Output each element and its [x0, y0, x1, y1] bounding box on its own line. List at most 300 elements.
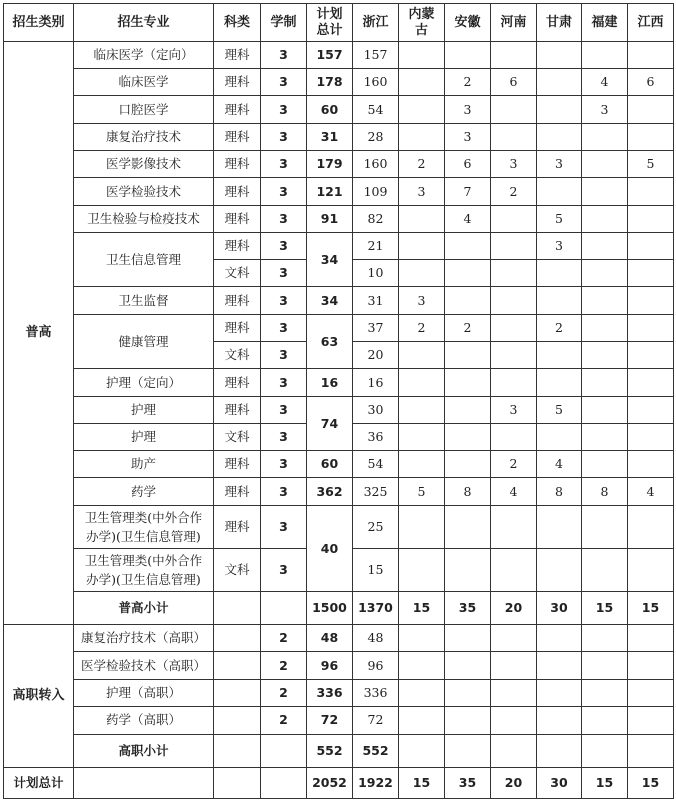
province-cell-jx [628, 369, 674, 397]
years-cell-gaozhi: 2 [261, 652, 307, 679]
subject-cell: 理科 [214, 369, 261, 397]
province-cell-nm [399, 206, 445, 233]
grand-total-hn: 20 [491, 767, 537, 798]
province-cell-empty [582, 707, 628, 734]
province-cell-empty [537, 679, 582, 706]
province-cell-jx [628, 260, 674, 287]
plan-total-cell: 60 [307, 451, 353, 478]
province-cell-ah: 6 [445, 151, 491, 178]
province-cell-empty [537, 707, 582, 734]
zhejiang-cell: 30 [353, 397, 399, 424]
province-cell-jx [628, 315, 674, 342]
zhejiang-cell: 325 [353, 478, 399, 506]
enrollment-plan-table-wrapper [3, 3, 674, 799]
zhejiang-cell: 54 [353, 451, 399, 478]
province-cell-nm: 2 [399, 315, 445, 342]
province-cell-gs [537, 124, 582, 151]
grand-total-major-empty [74, 767, 214, 798]
table-row-gaozhi [4, 625, 674, 652]
major-cell: 卫生检验与检疫技术 [74, 206, 214, 233]
province-cell-jx [628, 451, 674, 478]
plan-total-cell: 91 [307, 206, 353, 233]
province-cell-hn: 4 [491, 478, 537, 506]
province-cell-jx: 5 [628, 151, 674, 178]
major-line: 卫生管理类(中外合作 [84, 553, 203, 568]
subtotal-nm-putong: 15 [399, 592, 445, 625]
province-cell-gs [537, 424, 582, 451]
plan-total-cell: 179 [307, 151, 353, 178]
grand-total-total: 2052 [307, 767, 353, 798]
subtotal-hn-putong: 20 [491, 592, 537, 625]
zhejiang-cell: 157 [353, 42, 399, 69]
province-cell-fj [582, 369, 628, 397]
province-cell-fj: 4 [582, 69, 628, 96]
province-cell-hn: 3 [491, 397, 537, 424]
plan-total-cell: 121 [307, 178, 353, 206]
province-cell-hn [491, 549, 537, 592]
subtotal-fj-putong: 15 [582, 592, 628, 625]
years-cell: 3 [261, 260, 307, 287]
col-header-gansu: 甘肃 [537, 4, 582, 42]
plan-total-cell: 31 [307, 124, 353, 151]
province-cell-hn [491, 369, 537, 397]
province-cell-nm: 3 [399, 178, 445, 206]
years-cell: 3 [261, 397, 307, 424]
province-cell-fj: 8 [582, 478, 628, 506]
province-cell-nm [399, 397, 445, 424]
years-cell: 3 [261, 233, 307, 260]
province-cell-jx [628, 342, 674, 369]
subject-cell: 文科 [214, 260, 261, 287]
major-cell-gaozhi: 医学检验技术（高职） [74, 652, 214, 679]
province-cell-jx [628, 178, 674, 206]
years-cell: 3 [261, 451, 307, 478]
years-cell: 3 [261, 287, 307, 315]
col-header-neimenggu [399, 4, 445, 42]
province-cell-jx: 4 [628, 478, 674, 506]
province-cell-gs [537, 506, 582, 549]
province-cell-gs [537, 549, 582, 592]
zhejiang-cell: 28 [353, 124, 399, 151]
province-cell-jx [628, 549, 674, 592]
col-header-category: 招生类别 [4, 4, 74, 42]
province-cell-empty [445, 625, 491, 652]
province-cell-fj [582, 342, 628, 369]
major-cell-gaozhi: 护理（高职） [74, 679, 214, 706]
province-cell-fj [582, 315, 628, 342]
province-cell-fj [582, 124, 628, 151]
enrollment-plan-table [3, 3, 674, 799]
plan-total-cell-gaozhi: 336 [307, 679, 353, 706]
province-cell-gs: 2 [537, 315, 582, 342]
province-cell-empty [582, 625, 628, 652]
province-cell-gs: 5 [537, 397, 582, 424]
zhejiang-cell: 10 [353, 260, 399, 287]
province-cell-fj [582, 151, 628, 178]
col-header-jiangxi: 江西 [628, 4, 674, 42]
province-cell-nm [399, 96, 445, 124]
subject-cell: 文科 [214, 549, 261, 592]
subtotal-years-empty [261, 592, 307, 625]
province-cell-gs [537, 342, 582, 369]
years-cell: 3 [261, 369, 307, 397]
subtotal-subject-empty [214, 592, 261, 625]
province-cell-empty [491, 707, 537, 734]
grand-total-label: 计划总计 [4, 767, 74, 798]
zhejiang-cell: 20 [353, 342, 399, 369]
subtotal-subject-empty [214, 734, 261, 767]
col-header-neimenggu-line2: 古 [414, 22, 428, 38]
major-cell [74, 506, 214, 549]
province-cell-jx: 6 [628, 69, 674, 96]
province-cell-nm [399, 342, 445, 369]
zhejiang-cell-gaozhi: 96 [353, 652, 399, 679]
major-cell: 卫生监督 [74, 287, 214, 315]
province-cell-empty [537, 734, 582, 767]
grand-total-row [4, 767, 674, 798]
table-row [4, 42, 674, 69]
province-cell-fj [582, 397, 628, 424]
zhejiang-cell: 54 [353, 96, 399, 124]
years-cell: 3 [261, 69, 307, 96]
province-cell-empty [628, 625, 674, 652]
province-cell-gs [537, 178, 582, 206]
province-cell-gs [537, 369, 582, 397]
province-cell-jx [628, 124, 674, 151]
major-cell: 口腔医学 [74, 96, 214, 124]
years-cell: 3 [261, 315, 307, 342]
subject-cell: 理科 [214, 42, 261, 69]
major-cell: 临床医学 [74, 69, 214, 96]
province-cell-jx [628, 233, 674, 260]
col-header-zhejiang: 浙江 [353, 4, 399, 42]
major-cell: 助产 [74, 451, 214, 478]
province-cell-empty [491, 652, 537, 679]
subject-cell: 理科 [214, 506, 261, 549]
province-cell-fj [582, 233, 628, 260]
subject-cell-empty [214, 707, 261, 734]
major-cell: 健康管理 [74, 315, 214, 369]
province-cell-gs: 3 [537, 233, 582, 260]
years-cell: 3 [261, 124, 307, 151]
years-cell-gaozhi: 2 [261, 679, 307, 706]
province-cell-empty [399, 679, 445, 706]
grand-total-fj: 15 [582, 767, 628, 798]
major-cell [74, 549, 214, 592]
col-header-neimenggu-line1: 内蒙 [408, 6, 435, 22]
years-cell-gaozhi: 2 [261, 707, 307, 734]
category-gaozhi: 高职转入 [4, 625, 74, 768]
province-cell-empty [628, 734, 674, 767]
province-cell-ah [445, 506, 491, 549]
province-cell-hn [491, 42, 537, 69]
table-row [4, 287, 674, 315]
table-row [4, 397, 674, 424]
subtotal-label-gaozhi: 高职小计 [74, 734, 214, 767]
province-cell-nm [399, 424, 445, 451]
province-cell-fj: 3 [582, 96, 628, 124]
province-cell-ah [445, 451, 491, 478]
subtotal-zhejiang-gaozhi: 552 [353, 734, 399, 767]
table-row [4, 233, 674, 260]
province-cell-nm: 2 [399, 151, 445, 178]
major-cell: 药学 [74, 478, 214, 506]
grand-total-nm: 15 [399, 767, 445, 798]
province-cell-nm: 5 [399, 478, 445, 506]
years-cell: 3 [261, 42, 307, 69]
province-cell-empty [628, 652, 674, 679]
province-cell-hn [491, 96, 537, 124]
major-cell: 医学影像技术 [74, 151, 214, 178]
years-cell: 3 [261, 506, 307, 549]
province-cell-gs: 3 [537, 151, 582, 178]
table-row [4, 96, 674, 124]
subject-cell: 理科 [214, 206, 261, 233]
grand-total-subject-empty [214, 767, 261, 798]
subject-cell: 文科 [214, 342, 261, 369]
plan-total-cell: 362 [307, 478, 353, 506]
subject-cell-empty [214, 652, 261, 679]
major-line: 卫生管理类(中外合作 [84, 510, 203, 525]
major-cell-gaozhi: 药学（高职） [74, 707, 214, 734]
plan-total-cell: 63 [307, 315, 353, 369]
plan-total-cell-gaozhi: 96 [307, 652, 353, 679]
province-cell-empty [445, 652, 491, 679]
zhejiang-cell: 37 [353, 315, 399, 342]
province-cell-hn [491, 260, 537, 287]
table-row [4, 369, 674, 397]
subject-cell: 理科 [214, 151, 261, 178]
years-cell-gaozhi: 2 [261, 625, 307, 652]
years-cell: 3 [261, 478, 307, 506]
zhejiang-cell: 160 [353, 151, 399, 178]
plan-total-cell: 178 [307, 69, 353, 96]
subtotal-years-empty [261, 734, 307, 767]
zhejiang-cell: 16 [353, 369, 399, 397]
province-cell-empty [445, 707, 491, 734]
province-cell-ah [445, 233, 491, 260]
province-cell-empty [582, 734, 628, 767]
province-cell-ah [445, 287, 491, 315]
major-cell: 卫生信息管理 [74, 233, 214, 287]
years-cell: 3 [261, 96, 307, 124]
province-cell-ah: 7 [445, 178, 491, 206]
subtotal-total-gaozhi: 552 [307, 734, 353, 767]
years-cell: 3 [261, 549, 307, 592]
subject-cell: 理科 [214, 451, 261, 478]
zhejiang-cell: 25 [353, 506, 399, 549]
province-cell-empty [491, 734, 537, 767]
province-cell-gs [537, 69, 582, 96]
province-cell-ah: 3 [445, 124, 491, 151]
province-cell-empty [399, 625, 445, 652]
province-cell-jx [628, 424, 674, 451]
province-cell-fj [582, 260, 628, 287]
province-cell-empty [628, 679, 674, 706]
province-cell-nm: 3 [399, 287, 445, 315]
years-cell: 3 [261, 206, 307, 233]
province-cell-ah: 2 [445, 315, 491, 342]
zhejiang-cell: 36 [353, 424, 399, 451]
plan-total-cell-gaozhi: 72 [307, 707, 353, 734]
province-cell-fj [582, 451, 628, 478]
table-row-gaozhi [4, 652, 674, 679]
province-cell-ah: 8 [445, 478, 491, 506]
province-cell-fj [582, 206, 628, 233]
subject-cell: 理科 [214, 178, 261, 206]
province-cell-nm [399, 260, 445, 287]
province-cell-hn [491, 342, 537, 369]
major-cell: 康复治疗技术 [74, 124, 214, 151]
province-cell-nm [399, 549, 445, 592]
subtotal-zhejiang-putong: 1370 [353, 592, 399, 625]
subject-cell: 理科 [214, 233, 261, 260]
table-row-gaozhi [4, 679, 674, 706]
table-row [4, 478, 674, 506]
province-cell-hn [491, 206, 537, 233]
province-cell-hn: 3 [491, 151, 537, 178]
province-cell-hn [491, 124, 537, 151]
zhejiang-cell-gaozhi: 336 [353, 679, 399, 706]
province-cell-jx [628, 287, 674, 315]
subtotal-row-gaozhi [4, 734, 674, 767]
subtotal-row-putong [4, 592, 674, 625]
grand-total-gs: 30 [537, 767, 582, 798]
zhejiang-cell: 160 [353, 69, 399, 96]
subtotal-label-putong: 普高小计 [74, 592, 214, 625]
plan-total-cell: 60 [307, 96, 353, 124]
zhejiang-cell: 15 [353, 549, 399, 592]
table-row [4, 69, 674, 96]
zhejiang-cell: 82 [353, 206, 399, 233]
col-header-subject: 科类 [214, 4, 261, 42]
province-cell-ah [445, 424, 491, 451]
subject-cell: 理科 [214, 69, 261, 96]
col-header-anhui: 安徽 [445, 4, 491, 42]
plan-total-cell: 40 [307, 506, 353, 592]
province-cell-hn: 2 [491, 178, 537, 206]
province-cell-ah [445, 260, 491, 287]
province-cell-empty [399, 652, 445, 679]
province-cell-fj [582, 287, 628, 315]
zhejiang-cell-gaozhi: 48 [353, 625, 399, 652]
col-header-major: 招生专业 [74, 4, 214, 42]
table-row-gaozhi [4, 707, 674, 734]
col-header-plan-total-line2: 总计 [316, 22, 343, 38]
province-cell-jx [628, 96, 674, 124]
province-cell-nm [399, 42, 445, 69]
province-cell-empty [582, 679, 628, 706]
col-header-henan: 河南 [491, 4, 537, 42]
header-row [4, 4, 674, 42]
province-cell-empty [537, 625, 582, 652]
province-cell-empty [628, 707, 674, 734]
col-header-plan-total-line1: 计划 [316, 6, 343, 22]
major-line: 办学)(卫生信息管理) [86, 572, 201, 587]
plan-total-cell: 157 [307, 42, 353, 69]
subject-cell: 理科 [214, 315, 261, 342]
province-cell-ah: 3 [445, 96, 491, 124]
province-cell-fj [582, 42, 628, 69]
table-body [4, 42, 674, 799]
grand-total-ah: 35 [445, 767, 491, 798]
province-cell-empty [445, 734, 491, 767]
province-cell-empty [445, 679, 491, 706]
subject-cell: 理科 [214, 287, 261, 315]
province-cell-ah [445, 369, 491, 397]
subject-cell: 理科 [214, 397, 261, 424]
subtotal-gs-putong: 30 [537, 592, 582, 625]
province-cell-nm [399, 233, 445, 260]
province-cell-nm [399, 124, 445, 151]
table-row [4, 124, 674, 151]
province-cell-jx [628, 206, 674, 233]
zhejiang-cell: 21 [353, 233, 399, 260]
table-row [4, 151, 674, 178]
province-cell-hn [491, 315, 537, 342]
province-cell-ah [445, 42, 491, 69]
table-row [4, 451, 674, 478]
province-cell-ah: 2 [445, 69, 491, 96]
years-cell: 3 [261, 151, 307, 178]
table-row [4, 206, 674, 233]
province-cell-ah [445, 342, 491, 369]
province-cell-jx [628, 397, 674, 424]
province-cell-fj [582, 178, 628, 206]
province-cell-gs [537, 96, 582, 124]
years-cell: 3 [261, 342, 307, 369]
zhejiang-cell: 109 [353, 178, 399, 206]
province-cell-hn: 6 [491, 69, 537, 96]
province-cell-jx [628, 42, 674, 69]
province-cell-empty [399, 734, 445, 767]
subject-cell: 理科 [214, 124, 261, 151]
province-cell-empty [491, 625, 537, 652]
province-cell-fj [582, 506, 628, 549]
zhejiang-cell: 31 [353, 287, 399, 315]
province-cell-fj [582, 424, 628, 451]
province-cell-empty [399, 707, 445, 734]
years-cell: 3 [261, 178, 307, 206]
col-header-fujian: 福建 [582, 4, 628, 42]
province-cell-nm [399, 69, 445, 96]
plan-total-cell: 16 [307, 369, 353, 397]
grand-total-zhejiang: 1922 [353, 767, 399, 798]
province-cell-gs: 5 [537, 206, 582, 233]
province-cell-nm [399, 506, 445, 549]
category-putong: 普高 [4, 42, 74, 625]
province-cell-ah [445, 397, 491, 424]
years-cell: 3 [261, 424, 307, 451]
plan-total-cell: 74 [307, 397, 353, 451]
plan-total-cell-gaozhi: 48 [307, 625, 353, 652]
province-cell-hn [491, 233, 537, 260]
table-row [4, 506, 674, 549]
province-cell-empty [582, 652, 628, 679]
table-row [4, 315, 674, 342]
grand-total-years-empty [261, 767, 307, 798]
subtotal-jx-putong: 15 [628, 592, 674, 625]
major-cell: 护理 [74, 424, 214, 451]
province-cell-gs [537, 42, 582, 69]
province-cell-hn [491, 506, 537, 549]
major-cell: 临床医学（定向） [74, 42, 214, 69]
major-line: 办学)(卫生信息管理) [86, 529, 201, 544]
col-header-years: 学制 [261, 4, 307, 42]
subject-cell: 理科 [214, 478, 261, 506]
province-cell-hn: 2 [491, 451, 537, 478]
major-cell: 护理 [74, 397, 214, 424]
